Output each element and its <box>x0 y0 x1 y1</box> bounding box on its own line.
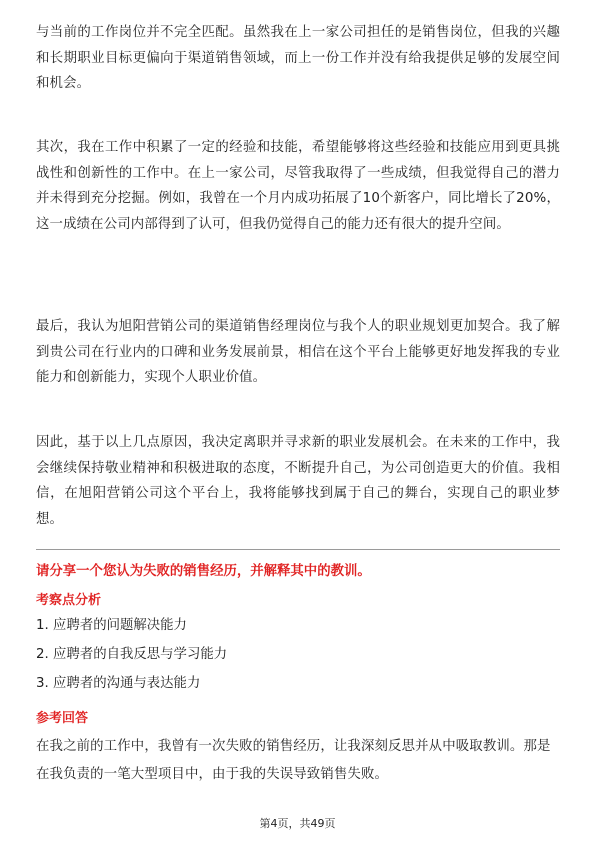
focus-point: 1. 应聘者的问题解决能力 <box>36 618 187 633</box>
reference-answer-heading: 参考回答 <box>36 711 89 726</box>
focus-point: 3. 应聘者的沟通与表达能力 <box>36 676 201 691</box>
section-divider <box>36 549 560 550</box>
interview-question: 请分享一个您认为失败的销售经历，并解释其中的教训。 <box>36 564 371 579</box>
focus-analysis-heading: 考察点分析 <box>36 593 102 608</box>
reference-answer-text: 在我之前的工作中，我曾有一次失败的销售经历，让我深刻反思并从中吸取教训。那是在我负责的一笔大型项目中，由于我的失误导致销售失败。 <box>36 739 551 782</box>
page-number-footer: 第4页，共49页 <box>259 817 336 830</box>
body-paragraph: 其次，我在工作中积累了一定的经验和技能，希望能够将这些经验和技能应用到更具挑战性和创新性的工作中。在上一家公司，尽管我取得了一些成绩，但我觉得自己的潜力并未得到充分挖掘。例如，我曾在一个月内成功拓展了10个新客户，同比增长了20%，这一成绩在公司内部得到了认可，但我仍觉得自己的能力还有很大的提升空间。 <box>36 140 560 232</box>
body-paragraph: 与当前的工作岗位并不完全匹配。虽然我在上一家公司担任的是销售岗位，但我的兴趣和长期职业目标更偏向于渠道销售领域，而上一份工作并没有给我提供足够的发展空间和机会。 <box>36 25 560 91</box>
focus-point: 2. 应聘者的自我反思与学习能力 <box>36 647 228 662</box>
body-paragraph: 因此，基于以上几点原因，我决定离职并寻求新的职业发展机会。在未来的工作中，我会继续保持敬业精神和积极进取的态度，不断提升自己，为公司创造更大的价值。我相信，在旭阳营销公司这个平台上，我将能够找到属于自己的舞台，实现自己的职业梦想。 <box>36 435 560 527</box>
body-paragraph: 最后，我认为旭阳营销公司的渠道销售经理岗位与我个人的职业规划更加契合。我了解到贵公司在行业内的口碑和业务发展前景，相信在这个平台上能够更好地发挥我的专业能力和创新能力，实现个人职业价值。 <box>36 319 560 385</box>
